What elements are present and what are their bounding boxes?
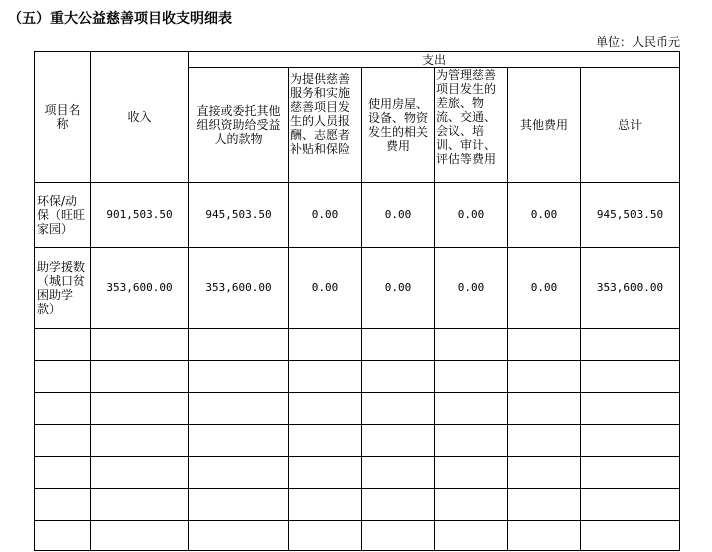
header-management-label: 为管理慈善项目发生的差旅、物流、交通、会议、培训、审计、评估等费用 <box>436 68 497 166</box>
project-income-expense-table <box>34 51 680 551</box>
empty-cell <box>362 521 435 551</box>
empty-cell <box>289 521 362 551</box>
page-title: （五）重大公益慈善项目收支明细表 <box>8 11 232 27</box>
empty-cell <box>289 489 362 521</box>
table-row <box>35 183 680 248</box>
row-other: 0.00 <box>508 183 581 248</box>
header-other <box>508 68 581 183</box>
empty-cell <box>189 393 289 425</box>
empty-cell <box>35 521 91 551</box>
empty-cell <box>35 425 91 457</box>
empty-cell <box>508 457 581 489</box>
empty-cell <box>435 489 508 521</box>
empty-cell <box>189 521 289 551</box>
empty-cell <box>91 457 189 489</box>
empty-cell <box>581 329 680 361</box>
empty-cell <box>508 425 581 457</box>
header-other-label: 其他费用 <box>519 118 568 132</box>
empty-cell <box>35 489 91 521</box>
empty-cell <box>581 393 680 425</box>
header-expense-group <box>189 52 680 68</box>
row-other: 0.00 <box>508 248 581 329</box>
header-personnel <box>289 68 362 183</box>
empty-cell <box>362 329 435 361</box>
empty-cell <box>435 329 508 361</box>
row-personnel: 0.00 <box>289 248 362 329</box>
row-project-name <box>35 248 91 329</box>
header-project-label: 项目名称 <box>44 103 81 131</box>
header-project <box>35 52 91 183</box>
empty-row <box>35 457 680 489</box>
empty-cell <box>508 521 581 551</box>
empty-row <box>35 489 680 521</box>
empty-cell <box>35 457 91 489</box>
empty-cell <box>91 361 189 393</box>
empty-cell <box>508 489 581 521</box>
empty-cell <box>362 489 435 521</box>
empty-cell <box>435 393 508 425</box>
empty-cell <box>91 329 189 361</box>
empty-cell <box>289 361 362 393</box>
header-facilities <box>362 68 435 183</box>
header-income <box>91 52 189 183</box>
empty-cell <box>189 361 289 393</box>
empty-cell <box>289 329 362 361</box>
empty-cell <box>362 393 435 425</box>
header-income-label: 收入 <box>127 110 152 124</box>
row-direct-aid: 353,600.00 <box>189 248 289 329</box>
empty-cell <box>435 361 508 393</box>
empty-cell <box>581 425 680 457</box>
table-row <box>35 248 680 329</box>
empty-cell <box>508 361 581 393</box>
header-personnel-label: 为提供慈善服务和实施慈善项目发生的人员报酬、志愿者补贴和保险 <box>290 72 351 156</box>
empty-cell <box>508 393 581 425</box>
empty-row <box>35 329 680 361</box>
empty-cell <box>35 393 91 425</box>
empty-cell <box>289 457 362 489</box>
empty-cell <box>91 393 189 425</box>
empty-cell <box>91 521 189 551</box>
empty-row <box>35 393 680 425</box>
header-facilities-label: 使用房屋、设备、物资发生的相关费用 <box>367 97 428 153</box>
empty-cell <box>581 457 680 489</box>
currency-unit: 单位：人民币元 <box>595 35 680 49</box>
empty-cell <box>35 361 91 393</box>
row-facilities: 0.00 <box>362 248 435 329</box>
empty-cell <box>362 457 435 489</box>
row-facilities: 0.00 <box>362 183 435 248</box>
row-income: 901,503.50 <box>91 183 189 248</box>
header-expense-label: 支出 <box>422 52 447 67</box>
empty-row <box>35 521 680 551</box>
empty-row <box>35 425 680 457</box>
row-total: 353,600.00 <box>581 248 680 329</box>
row-management: 0.00 <box>435 248 508 329</box>
empty-cell <box>581 521 680 551</box>
row-income: 353,600.00 <box>91 248 189 329</box>
empty-cell <box>508 329 581 361</box>
header-management <box>435 68 508 183</box>
empty-cell <box>189 425 289 457</box>
empty-cell <box>189 489 289 521</box>
row-direct-aid: 945,503.50 <box>189 183 289 248</box>
row-management: 0.00 <box>435 183 508 248</box>
empty-cell <box>91 489 189 521</box>
header-direct-aid <box>189 68 289 183</box>
empty-cell <box>362 361 435 393</box>
row-personnel: 0.00 <box>289 183 362 248</box>
row-total: 945,503.50 <box>581 183 680 248</box>
empty-row <box>35 361 680 393</box>
empty-cell <box>35 329 91 361</box>
empty-cell <box>362 425 435 457</box>
empty-cell <box>289 425 362 457</box>
empty-cell <box>189 457 289 489</box>
header-total <box>581 68 680 183</box>
row-project-name-text: 助学援数（城口贫困助学款） <box>37 260 86 316</box>
row-project-name <box>35 183 91 248</box>
empty-cell <box>91 425 189 457</box>
row-project-name-text: 环保/动保（旺旺家园） <box>37 194 86 236</box>
empty-cell <box>581 489 680 521</box>
empty-cell <box>581 361 680 393</box>
header-direct-aid-label: 直接或委托其他组织资助给受益人的款物 <box>196 104 281 146</box>
empty-cell <box>435 425 508 457</box>
empty-cell <box>189 329 289 361</box>
empty-cell <box>289 393 362 425</box>
empty-cell <box>435 521 508 551</box>
empty-cell <box>435 457 508 489</box>
header-total-label: 总计 <box>618 118 643 132</box>
